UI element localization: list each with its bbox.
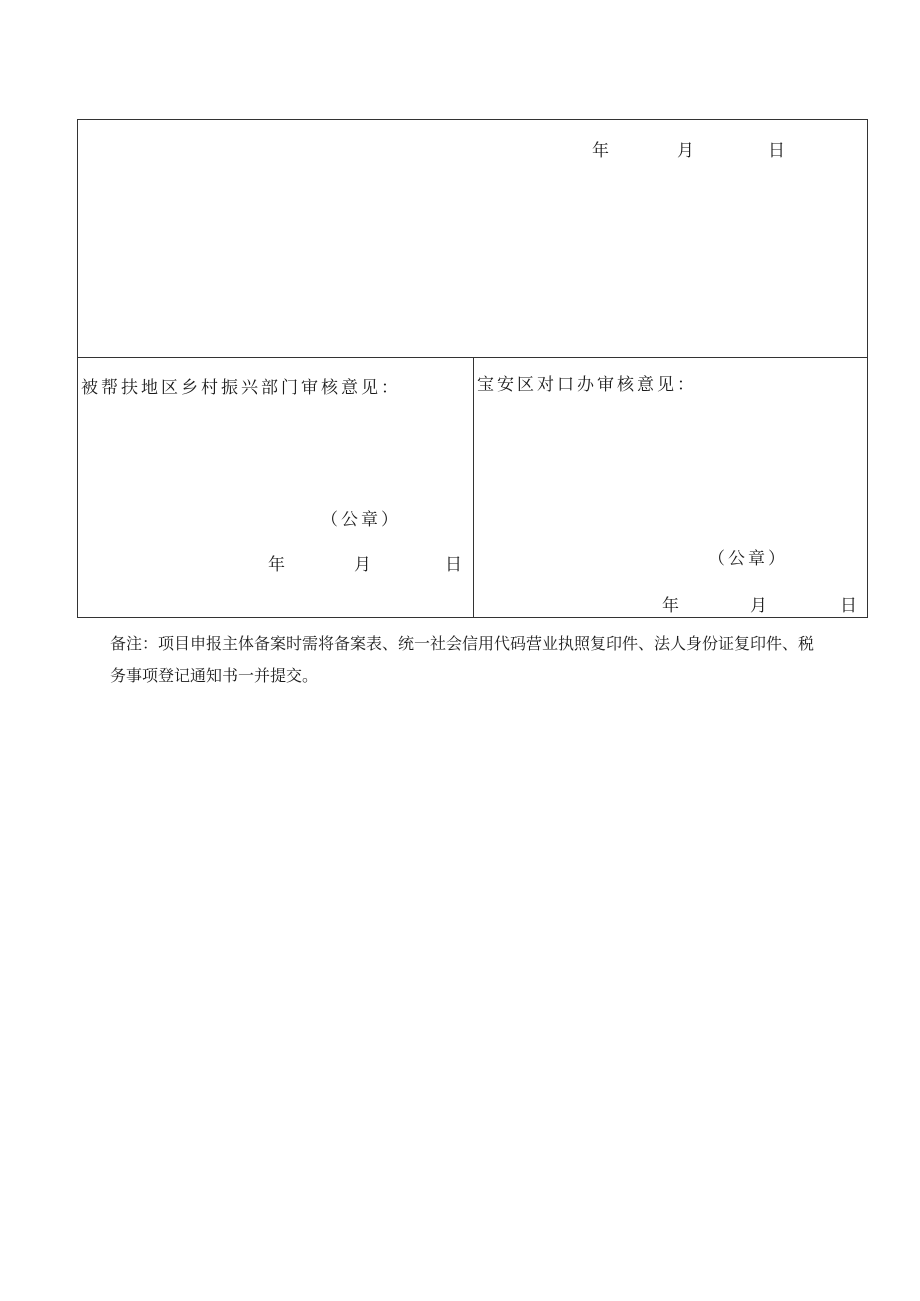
remarks-note xyxy=(110,628,870,692)
baoan-office-seal: （公章） xyxy=(708,549,788,569)
remarks-note-line-2: 务事项登记通知书一并提交。 xyxy=(110,666,319,685)
right-date-day: 日 xyxy=(840,596,860,616)
top-date-day: 日 xyxy=(768,141,788,161)
right-date-year: 年 xyxy=(662,596,682,616)
rural-revitalization-opinion-cell xyxy=(78,358,474,617)
right-date-month: 月 xyxy=(750,596,770,616)
top-opinion-cell xyxy=(78,120,867,358)
left-date-day: 日 xyxy=(445,555,465,575)
approval-form-table xyxy=(77,119,868,618)
remarks-note-line-1: 备注：项目申报主体备案时需将备案表、统一社会信用代码营业执照复印件、法人身份证复印件、税 xyxy=(110,634,815,653)
left-date-month: 月 xyxy=(354,555,374,575)
rural-revitalization-seal: （公章） xyxy=(321,510,401,530)
left-date-year: 年 xyxy=(268,555,288,575)
baoan-office-opinion-cell xyxy=(474,358,867,617)
baoan-office-heading: 宝安区对口办审核意见： xyxy=(477,375,697,395)
rural-revitalization-heading: 被帮扶地区乡村振兴部门审核意见： xyxy=(81,378,401,398)
top-date-month: 月 xyxy=(677,141,697,161)
top-date-year: 年 xyxy=(592,141,612,161)
